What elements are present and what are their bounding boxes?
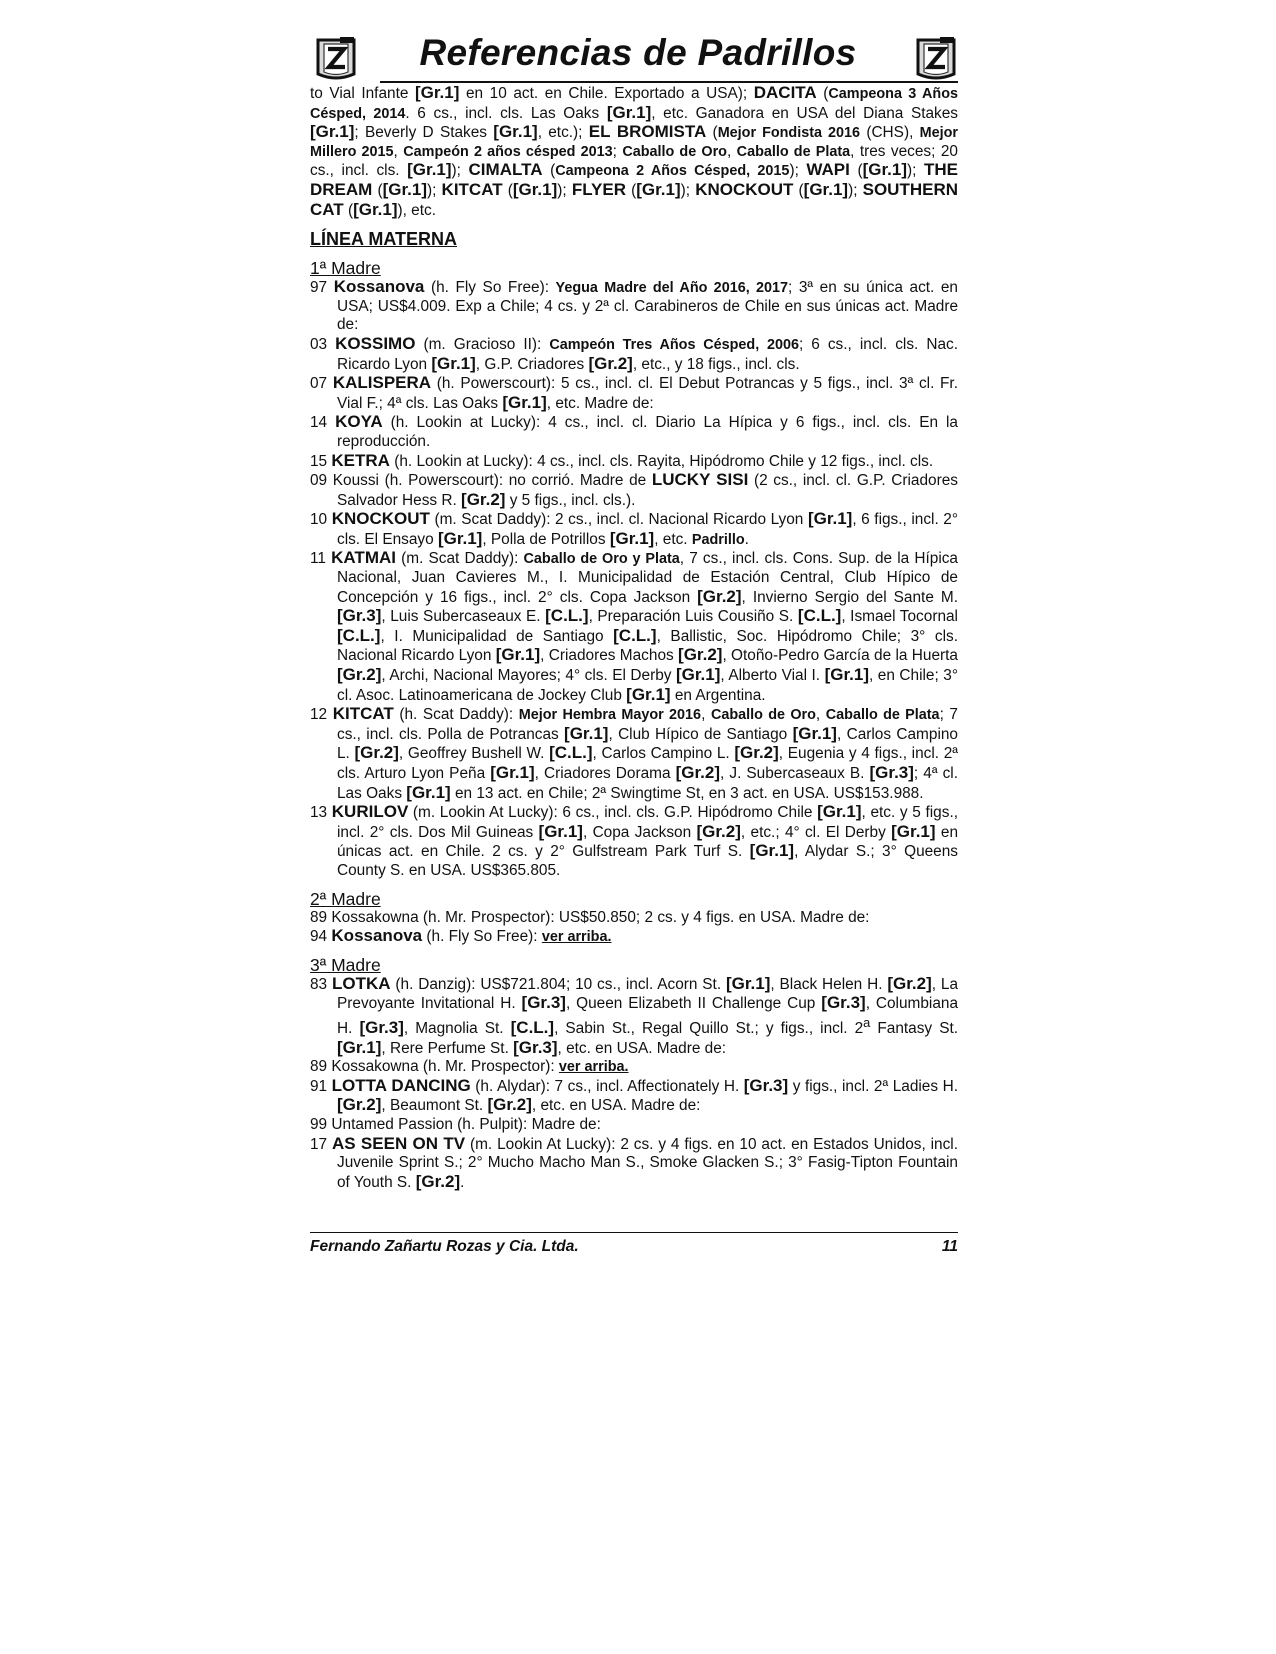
page-title: Referencias de Padrillos xyxy=(419,32,857,73)
intro-paragraph: to Vial Infante [Gr.1] en 10 act. en Chile. Exportado a USA); DACITA (Campeona 3 Años Césped, 2014. 6 cs., incl. cls. Las Oaks [Gr.1], etc. Ganadora en USA del Diana Stakes [Gr.1]; Beverly D Stakes [Gr.1], etc.); EL BROMISTA (Mejor Fondista 2016 (CHS), Mejor Millero 2015, Campeón 2 años césped 2013; Caballo de Oro, Caballo de Plata, tres veces; 20 cs., incl. cls. [Gr.1]); CIMALTA (Campeona 2 Años Césped, 2015); WAPI ([Gr.1]); THE DREAM ([Gr.1]); KITCAT ([Gr.1]); FLYER ([Gr.1]); KNOCKOUT ([Gr.1]); SOUTHERN CAT ([Gr.1]), etc. xyxy=(310,83,959,219)
page-header xyxy=(310,34,958,84)
zanartu-logo-icon-right xyxy=(914,34,958,80)
entry-kossanova: 97 Kossanova (h. Fly So Free): Yegua Madre del Año 2016, 2017; 3ª en su única act. en USA; US$4.009. Exp a Chile; 4 cs. y 2ª cl. Carabineros de Chile en sus únicas act. Madre de: xyxy=(310,277,958,334)
entry-lotta-dancing: 91 LOTTA DANCING (h. Alydar): 7 cs., incl. Affectionately H. [Gr.3] y figs., incl. 2ª Ladies H. [Gr.2], Beaumont St. [Gr.2], etc. en USA. Madre de: xyxy=(310,1075,958,1115)
document-page xyxy=(310,34,958,1192)
entry-untamed-passion: 99 Untamed Passion (h. Pulpit): Madre de: xyxy=(310,1116,601,1134)
body-text xyxy=(310,84,958,1192)
header-rule xyxy=(380,81,958,83)
entry-as-seen-on-tv: 17 AS SEEN ON TV (m. Lookin At Lucky): 2 cs. y 4 figs. en 10 act. en Estados Unidos, incl. Juvenile Sprint S.; 2° Mucho Macho Man S., Smoke Glacken S.; 3° Fasig-Tipton Fountain of Youth S. [Gr.2]. xyxy=(310,1133,958,1191)
footer-page-number: 11 xyxy=(941,1238,958,1255)
footer-rule xyxy=(310,1232,958,1233)
footer-company: Fernando Zañartu Rozas y Cia. Ltda. xyxy=(310,1238,579,1255)
entry-kossanova-ref: 94 Kossanova (h. Fly So Free): ver arriba. xyxy=(310,926,612,946)
footer-row xyxy=(310,1238,958,1256)
zanartu-logo-icon xyxy=(314,34,358,80)
entry-kossimo: 03 KOSSIMO (m. Gracioso II): Campeón Tres Años Césped, 2006; 6 cs., incl. cls. Nac. Ricardo Lyon [Gr.1], G.P. Criadores [Gr.2], etc., y 18 figs., incl. cls. xyxy=(310,333,958,373)
heading-2a-madre: 2ª Madre xyxy=(310,888,381,909)
entry-knockout: 10 KNOCKOUT (m. Scat Daddy): 2 cs., incl. cl. Nacional Ricardo Lyon [Gr.1], 6 figs., incl. 2° cls. El Ensayo [Gr.1], Polla de Potrillos [Gr.1], etc. Padrillo. xyxy=(310,509,958,548)
entry-kurilov: 13 KURILOV (m. Lookin At Lucky): 6 cs., incl. cls. G.P. Hipódromo Chile [Gr.1], etc. y 5 figs., incl. 2° cls. Dos Mil Guineas [Gr.1], Copa Jackson [Gr.2], etc.; 4° cl. El Derby [Gr.1] en únicas act. en Chile. 2 cs. y 2° Gulfstream Park Turf S. [Gr.1], Alydar S.; 3° Queens County S. en USA. US$365.805. xyxy=(310,802,959,879)
entry-ketra: 15 KETRA (h. Lookin at Lucky): 4 cs., incl. cls. Rayita, Hipódromo Chile y 12 figs., incl. cls. xyxy=(310,450,934,470)
entry-kalispera: 07 KALISPERA (h. Powerscourt): 5 cs., incl. cl. El Debut Potrancas y 5 figs., incl. 3ª cl. Fr. Vial F.; 4ª cls. Las Oaks [Gr.1], etc. Madre de: xyxy=(310,373,958,412)
entry-kitcat: 12 KITCAT (h. Scat Daddy): Mejor Hembra Mayor 2016, Caballo de Oro, Caballo de Plata; 7 cs., incl. cls. Polla de Potrancas [Gr.1], Club Hípico de Santiago [Gr.1], Carlos Campino L. [Gr.2], Geoffrey Bushell W. [C.L.], Carlos Campino L. [Gr.2], Eugenia y 4 figs., incl. 2ª cls. Arturo Lyon Peña [Gr.1], Criadores Dorama [Gr.2], J. Subercaseaux B. [Gr.3]; 4ª cl. Las Oaks [Gr.1] en 13 act. en Chile; 2ª Swingtime St, en 3 act. en USA. US$153.988. xyxy=(310,704,959,802)
entry-kossakowna: 89 Kossakowna (h. Mr. Prospector): US$50.850; 2 cs. y 4 figs. en USA. Madre de: xyxy=(310,908,870,926)
heading-3a-madre: 3ª Madre xyxy=(310,954,381,975)
heading-1a-madre: 1ª Madre xyxy=(310,258,381,279)
entry-lotka: 83 LOTKA (h. Danzig): US$721.804; 10 cs., incl. Acorn St. [Gr.1], Black Helen H. [Gr.2], La Prevoyante Invitational H. [Gr.3], Queen Elizabeth II Challenge Cup [Gr.3], Columbiana H. [Gr.3], Magnolia St. [C.L.], Sabin St., Regal Quillo St.; y figs., incl. 2$^a$ Fantasy St. [Gr.1], Rere Perfume St. [Gr.3], etc. en USA. Madre de: xyxy=(310,973,959,1057)
entry-kossakowna-ref: 89 Kossakowna (h. Mr. Prospector): ver arriba. xyxy=(310,1058,629,1076)
entry-katmai: 11 KATMAI (m. Scat Daddy): Caballo de Oro y Plata, 7 cs., incl. cls. Cons. Sup. de la Hípica Nacional, Juan Cavieres M., I. Municipalidad de Estación Central, Club Hípico de Concepción y 16 figs., incl. 2° cls. Copa Jackson [Gr.2], Invierno Sergio del Sante M. [Gr.3], Luis Subercaseaux E. [C.L.], Preparación Luis Cousiño S. [C.L.], Ismael Tocornal [C.L.], I. Municipalidad de Santiago [C.L.], Ballistic, Soc. Hipódromo Chile; 3° cls. Nacional Ricardo Lyon [Gr.1], Criadores Machos [Gr.2], Otoño-Pedro García de la Huerta [Gr.2], Archi, Nacional Mayores; 4° cls. El Derby [Gr.1], Alberto Vial I. [Gr.1], en Chile; 3° cl. Asoc. Latinoamericana de Jockey Club [Gr.1] en Argentina. xyxy=(310,548,958,704)
page-footer xyxy=(310,1232,958,1256)
entry-koussi: 09 Koussi (h. Powerscourt): no corrió. Madre de LUCKY SISI (2 cs., incl. cl. G.P. Criadores Salvador Hess R. [Gr.2] y 5 figs., incl. cls.). xyxy=(310,470,958,509)
entry-koya: 14 KOYA (h. Lookin at Lucky): 4 cs., incl. cl. Diario La Hípica y 6 figs., incl. cls. En la reproducción. xyxy=(310,412,958,450)
section-heading-linea-materna: LÍNEA MATERNA xyxy=(310,229,457,250)
